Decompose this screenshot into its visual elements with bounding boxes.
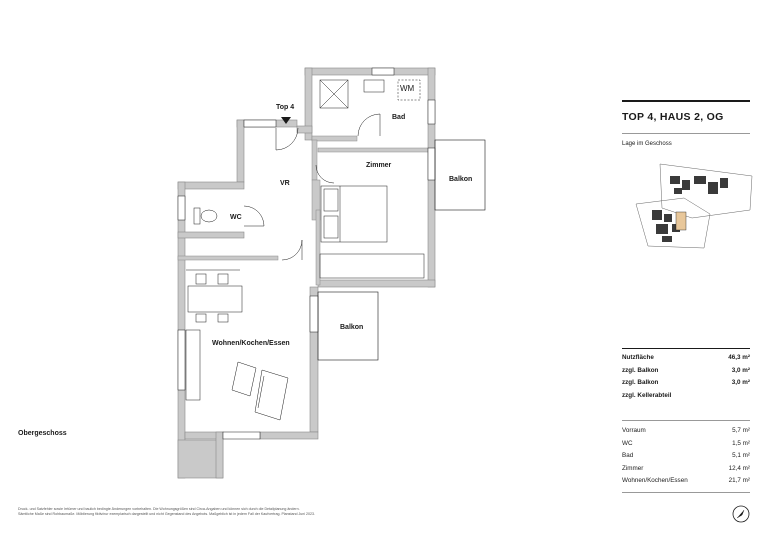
wall <box>178 232 244 238</box>
room-name: Wohnen/Kochen/Essen <box>622 477 688 484</box>
wall <box>318 280 435 287</box>
wall <box>305 68 435 75</box>
room-area: 1,5 m² <box>732 439 750 447</box>
unit-title: TOP 4, HAUS 2, OG <box>622 111 724 123</box>
summary-row <box>622 390 750 403</box>
site-plan-thumbnail <box>636 164 752 248</box>
summary-value: 46,3 m² <box>728 354 750 361</box>
room-label-vr: VR <box>280 180 290 187</box>
disclaimer <box>18 507 418 517</box>
lage-label: Lage im Geschoss <box>622 141 672 147</box>
room-area: 12,4 m² <box>728 464 750 472</box>
summary-row <box>622 352 750 365</box>
divider <box>622 492 750 493</box>
room-area: 5,7 m² <box>732 427 750 434</box>
summary-value: 3,0 m² <box>731 379 750 386</box>
summary-label: zzgl. Kellerabteil <box>622 391 672 399</box>
room-name: Zimmer <box>622 464 644 472</box>
room-label-balkon-2: Balkon <box>340 324 364 331</box>
unit-highlight <box>676 212 686 230</box>
summary-label: zzgl. Balkon <box>622 379 659 386</box>
room-name: Bad <box>622 452 634 459</box>
room-area-table <box>622 420 750 493</box>
summary-row <box>622 377 750 390</box>
room-row <box>622 438 750 451</box>
divider <box>622 100 750 102</box>
room-label-bad: Bad <box>392 114 406 121</box>
room-label-wm: WM <box>400 84 415 93</box>
area-summary <box>622 348 750 402</box>
disclaimer-line-2: Sämtliche Maße sind Rohbaumaße. Möblierung fiktiv/nur exemplarisch dargestellt und nicht Gegenstand des Angebots. Maßgeblich ist in jedem Fall der Kaufvertrag. Planstand Juni 2023. <box>18 512 316 516</box>
disclaimer-line-1: Druck- und Satzfehler sowie Irrtümer und baulich bedingte Änderungen vorbehalten. Die Wohnungsgrößen sind Circa-Angaben und können sich durch die Detailplanung ändern. <box>18 507 300 511</box>
floor-label: Obergeschoss <box>18 430 67 437</box>
room-label-wc: WC <box>230 214 242 221</box>
wall <box>237 120 244 182</box>
exterior-walls <box>178 68 435 478</box>
room-row <box>622 463 750 476</box>
room-label-wohnen: Wohnen/Kochen/Essen <box>212 340 290 347</box>
north-arrow-icon <box>732 505 750 523</box>
unit-marker-label: Top 4 <box>276 104 295 111</box>
info-panel <box>622 100 750 147</box>
summary-label: zzgl. Balkon <box>622 366 659 374</box>
room-name: WC <box>622 439 633 447</box>
room-row <box>622 475 750 488</box>
room-area: 21,7 m² <box>728 477 750 484</box>
room-row <box>622 425 750 438</box>
summary-row <box>622 365 750 378</box>
room-name: Vorraum <box>622 427 646 434</box>
summary-label: Nutzfläche <box>622 354 654 361</box>
room-label-balkon-1: Balkon <box>449 176 473 183</box>
summary-value: 3,0 m² <box>731 366 750 374</box>
wall <box>178 182 244 189</box>
room-row <box>622 450 750 463</box>
wall <box>260 432 318 439</box>
divider <box>622 420 750 421</box>
room-label-zimmer: Zimmer <box>366 162 392 169</box>
balkon-1-outline <box>435 140 485 210</box>
divider <box>622 133 750 134</box>
room-area: 5,1 m² <box>732 452 750 459</box>
